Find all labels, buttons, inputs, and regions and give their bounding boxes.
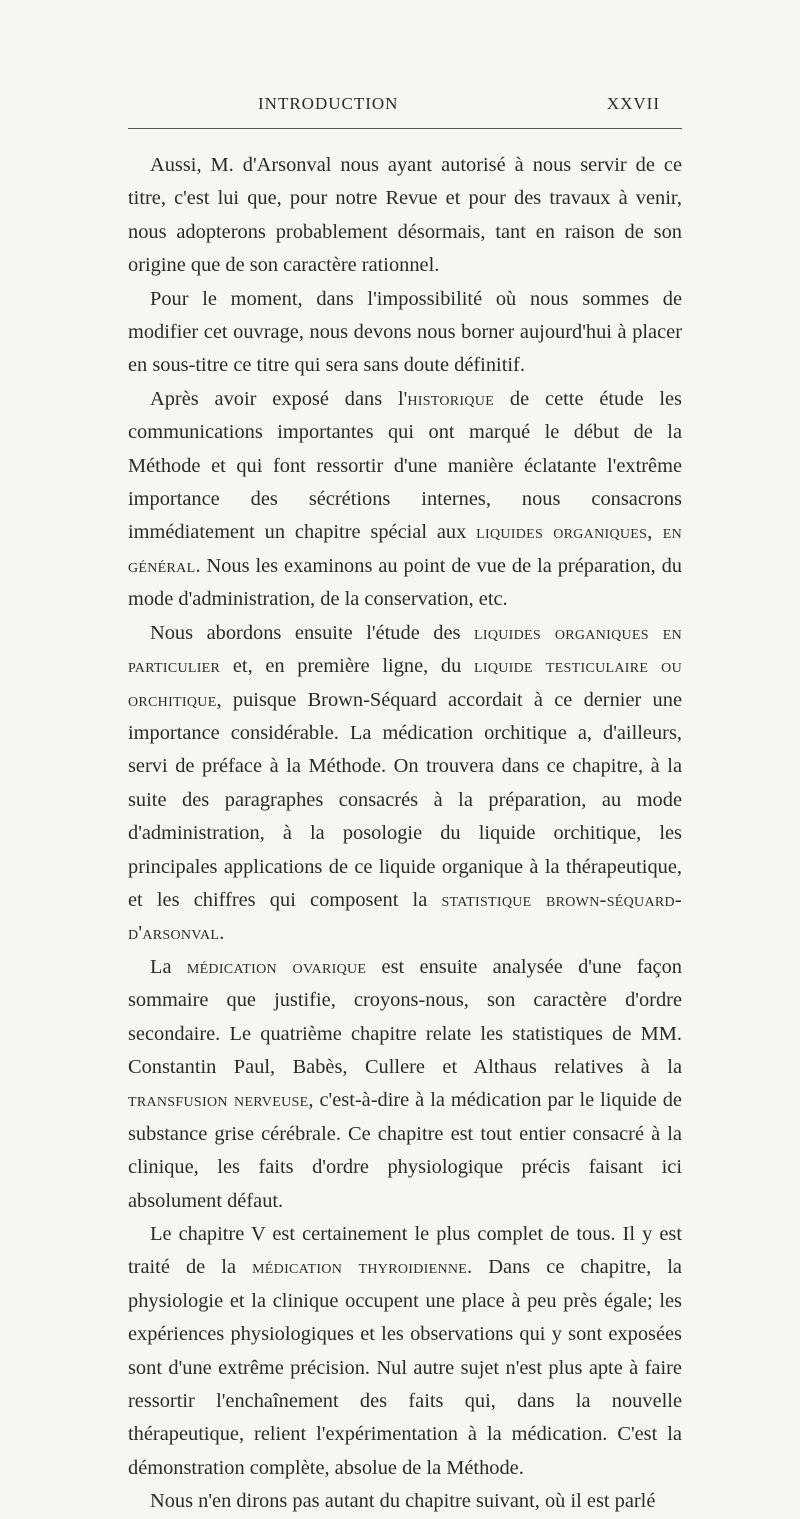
- body-text: [128, 149, 682, 1519]
- text-run: La: [150, 955, 187, 978]
- paragraph: [128, 951, 682, 1218]
- text-run: Nous n'en dirons pas autant du chapitre suivant, où il est parlé: [150, 1490, 656, 1513]
- text-run: , c'est-à-dire à la médication par le liquide de substance grise cérébrale. Ce chapitre est tout entier consacré à la clinique, les faits d'ordre physiologique précis faisant ici absolument défaut.: [128, 1089, 682, 1212]
- text-run: Aussi, M. d'Arsonval nous ayant autorisé à nous servir de ce titre, c'est lui que, pour notre Revue et pour des travaux à venir, nous adopterons probablement désormais, tant en raison de son origine que de son caractère rationnel.: [128, 154, 682, 277]
- paragraph: [128, 149, 682, 283]
- text-run: . Dans ce chapitre, la physiologie et la clinique occupent une place à peu près égale; les expériences physiologiques et les observations qui y sont exposées sont d'une extrême précision. Nul autre sujet n'est plus apte à faire ressortir l'enchaînement des faits qui, dans la nouvelle thérapeutique, relient l'expérimentation à la médication. C'est la démonstration complète, absolue de la Méthode.: [128, 1256, 682, 1479]
- paragraph: [128, 283, 682, 383]
- small-caps-term: liquides organiques, en général: [128, 521, 682, 577]
- text-run: Après avoir exposé dans l': [150, 387, 408, 410]
- small-caps-term: statistique brown-séquard-d'arsonval: [128, 888, 683, 945]
- text-run: , puisque Brown-Séquard accordait à ce dernier une importance considérable. La médication orchitique a, d'ailleurs, servi de préface à la Méthode. On trouvera dans ce chapitre, à la suite des paragraphes consacrés à la préparation, au mode d'administration, à la posologie du liquide orchitique, les principales applications de ce liquide organique à la thérapeutique, et les chiffres qui composent la: [128, 688, 682, 911]
- text-run: Le chapitre V est certainement le plus complet de tous. Il y est traité de la: [128, 1223, 682, 1279]
- paragraph: [128, 617, 682, 951]
- small-caps-term: médication ovarique: [186, 955, 367, 978]
- small-caps-term: historique: [407, 387, 495, 410]
- paragraph: [128, 1485, 682, 1518]
- text-run: et, en première ligne, du: [220, 655, 475, 678]
- paragraph: [128, 1218, 682, 1485]
- paragraph: [128, 383, 682, 617]
- page-number: XXVII: [606, 94, 660, 113]
- text-run: est ensuite analysée d'une façon sommaire que justifie, croyons-nous, son caractère d'ordre secondaire. Le quatrième chapitre relate les statistiques de MM. Constantin Paul, Babès, Cullere et Althaus relatives à la: [128, 955, 683, 1078]
- text-run: de cette étude les communications importantes qui ont marqué le début de la Méthode et qui font ressortir d'une manière éclatante l'extrême importance des sécrétions internes, nous consacrons immédiatement un chapitre spécial aux: [128, 387, 682, 544]
- text-run: .: [219, 922, 225, 945]
- running-title: INTRODUCTION: [258, 94, 399, 113]
- text-run: Nous abordons ensuite l'étude des: [150, 621, 475, 644]
- text-run: Pour le moment, dans l'impossibilité où nous sommes de modifier cet ouvrage, nous devons nous borner aujourd'hui à placer en sous-titre ce titre qui sera sans doute définitif.: [128, 287, 682, 377]
- running-header: [128, 94, 660, 122]
- header-rule: [128, 128, 682, 129]
- small-caps-term: liquide testiculaire ou orchitique: [128, 655, 683, 711]
- text-run: . Nous les examinons au point de vue de la préparation, du mode d'administration, de la conservation, etc.: [128, 554, 682, 611]
- small-caps-term: médication thyroidienne: [252, 1256, 468, 1279]
- small-caps-term: transfusion nerveuse: [128, 1089, 309, 1112]
- small-caps-term: liquides organiques en particulier: [128, 621, 682, 678]
